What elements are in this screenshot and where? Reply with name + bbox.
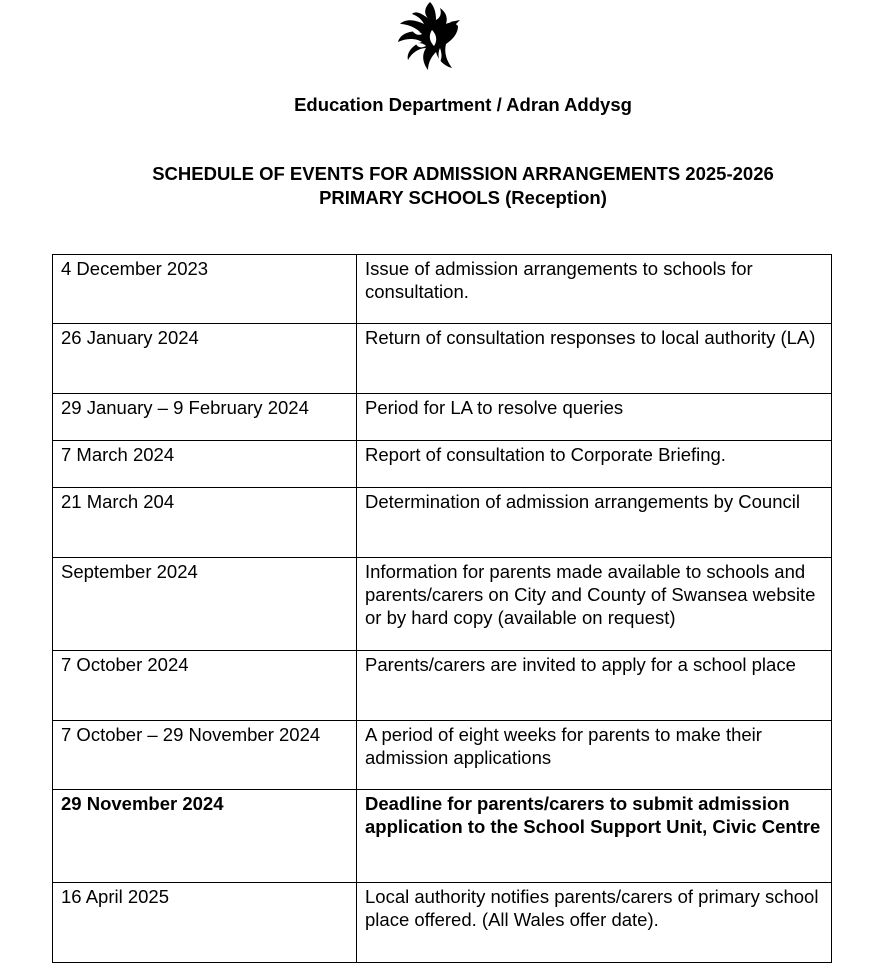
document-title bbox=[0, 162, 883, 210]
department-heading: Education Department / Adran Addysg bbox=[294, 94, 632, 115]
date-cell: 21 March 204 bbox=[53, 488, 357, 558]
date-cell: 4 December 2023 bbox=[53, 255, 357, 324]
event-cell: Report of consultation to Corporate Briefing. bbox=[357, 441, 832, 488]
date-cell: 7 October – 29 November 2024 bbox=[53, 721, 357, 790]
date-cell: 29 January – 9 February 2024 bbox=[53, 394, 357, 441]
event-cell: Issue of admission arrangements to schools for consultation. bbox=[357, 255, 832, 324]
table-row bbox=[53, 394, 832, 441]
table-row bbox=[53, 255, 832, 324]
date-cell: 29 November 2024 bbox=[53, 790, 357, 883]
event-cell: Deadline for parents/carers to submit admission application to the School Support Unit, Civic Centre bbox=[357, 790, 832, 883]
event-cell: Return of consultation responses to local authority (LA) bbox=[357, 324, 832, 394]
table-row bbox=[53, 883, 832, 963]
event-cell: Information for parents made available to schools and parents/carers on City and County of Swansea website or by hard copy (available on request) bbox=[357, 558, 832, 651]
event-cell: Determination of admission arrangements by Council bbox=[357, 488, 832, 558]
table-row bbox=[53, 651, 832, 721]
event-cell: A period of eight weeks for parents to make their admission applications bbox=[357, 721, 832, 790]
title-line-2: PRIMARY SCHOOLS (Reception) bbox=[319, 187, 607, 208]
table-row bbox=[53, 441, 832, 488]
date-cell: 16 April 2025 bbox=[53, 883, 357, 963]
event-cell: Period for LA to resolve queries bbox=[357, 394, 832, 441]
date-cell: September 2024 bbox=[53, 558, 357, 651]
schedule-table bbox=[52, 254, 832, 963]
table-row bbox=[53, 790, 832, 883]
date-cell: 7 March 2024 bbox=[53, 441, 357, 488]
table-row bbox=[53, 488, 832, 558]
date-cell: 26 January 2024 bbox=[53, 324, 357, 394]
phoenix-logo-icon bbox=[394, 0, 464, 74]
title-line-1: SCHEDULE OF EVENTS FOR ADMISSION ARRANGEMENTS 2025-2026 bbox=[152, 163, 774, 184]
table-row bbox=[53, 324, 832, 394]
date-cell: 7 October 2024 bbox=[53, 651, 357, 721]
event-cell: Local authority notifies parents/carers of primary school place offered. (All Wales offer date). bbox=[357, 883, 832, 963]
table-row bbox=[53, 721, 832, 790]
table-row bbox=[53, 558, 832, 651]
event-cell: Parents/carers are invited to apply for a school place bbox=[357, 651, 832, 721]
